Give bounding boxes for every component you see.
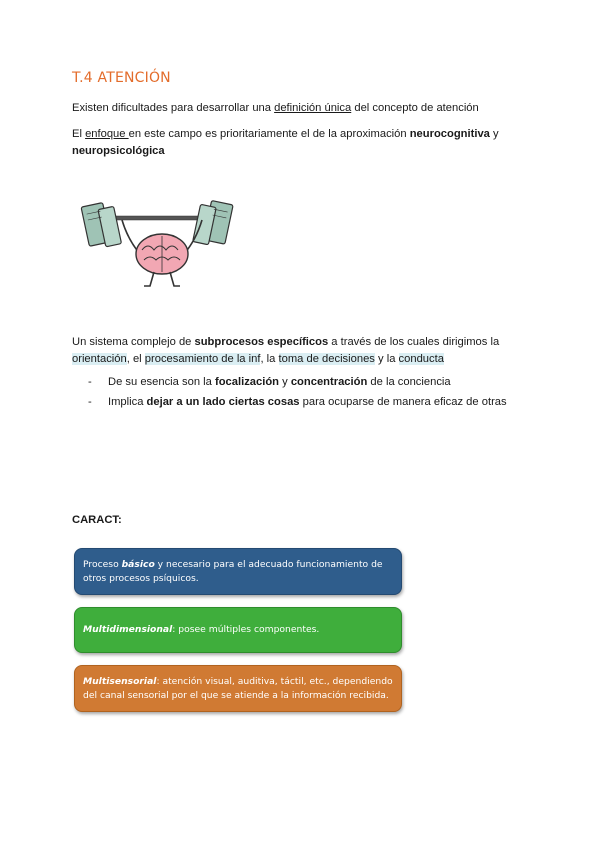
underlined-text: definición única bbox=[274, 102, 352, 114]
text: de la conciencia bbox=[367, 376, 451, 388]
bold-text: neurocognitiva bbox=[409, 128, 490, 140]
text: Implica bbox=[108, 396, 147, 408]
bold-text: subprocesos específicos bbox=[194, 336, 329, 348]
characteristic-box-multidimensional bbox=[74, 607, 402, 653]
list-item bbox=[88, 374, 548, 391]
section-label: CARACT: bbox=[72, 514, 122, 526]
bold-italic-text: básico bbox=[121, 558, 155, 570]
text: para ocuparse de manera eficaz de otras bbox=[299, 396, 507, 408]
characteristic-box-basic bbox=[74, 548, 402, 595]
underlined-text: enfoque bbox=[85, 128, 129, 140]
text: y necesario para el adecuado funcionamiento de otros procesos psíquicos. bbox=[83, 558, 383, 584]
paragraph-approach bbox=[72, 126, 532, 160]
text: y bbox=[489, 128, 499, 140]
list-item bbox=[88, 394, 548, 411]
bold-text: concentración bbox=[290, 376, 368, 388]
bold-italic-text: Multisensorial bbox=[83, 675, 157, 687]
text: Un sistema complejo de bbox=[72, 336, 195, 348]
text: y bbox=[279, 376, 291, 388]
bullet-list bbox=[88, 374, 548, 414]
bold-text: dejar a un lado ciertas cosas bbox=[146, 396, 300, 408]
dash: - bbox=[88, 376, 92, 388]
box-text bbox=[83, 558, 393, 586]
highlighted-text: toma de decisiones bbox=[278, 353, 375, 365]
highlighted-text: procesamiento de la inf bbox=[144, 353, 261, 365]
text: El bbox=[72, 128, 86, 140]
text: Existen dificultades para desarrollar una bbox=[72, 102, 275, 114]
highlighted-text: conducta bbox=[398, 353, 444, 365]
text: : posee múltiples componentes. bbox=[172, 624, 320, 635]
text: a través de los cuales dirigimos la bbox=[328, 336, 500, 348]
bold-italic-text: Multidimensional bbox=[83, 624, 173, 635]
paragraph-system bbox=[72, 334, 532, 368]
paragraph-definition bbox=[72, 100, 532, 117]
text: , el bbox=[126, 353, 145, 365]
bold-text: neuropsicológica bbox=[72, 145, 165, 157]
text: Proceso bbox=[83, 558, 122, 570]
highlighted-text: orientación bbox=[72, 353, 127, 365]
dash: - bbox=[88, 396, 92, 408]
bold-text: focalización bbox=[214, 376, 280, 388]
text: , la bbox=[260, 353, 279, 365]
box-text bbox=[83, 623, 319, 637]
brain-lifting-books-icon bbox=[78, 188, 246, 292]
characteristic-box-multisensorial bbox=[74, 665, 402, 712]
text: del concepto de atención bbox=[351, 102, 479, 114]
text: en este campo es prioritariamente el de la aproximación bbox=[128, 128, 410, 140]
text: y la bbox=[374, 353, 399, 365]
text: : atención visual, auditiva, táctil, etc., dependiendo del canal sensorial por el que se atiende a la información recibida. bbox=[83, 675, 393, 701]
text: De su esencia son la bbox=[108, 376, 215, 388]
page-title: T.4 ATENCIÓN bbox=[72, 70, 171, 86]
box-text bbox=[83, 675, 393, 703]
